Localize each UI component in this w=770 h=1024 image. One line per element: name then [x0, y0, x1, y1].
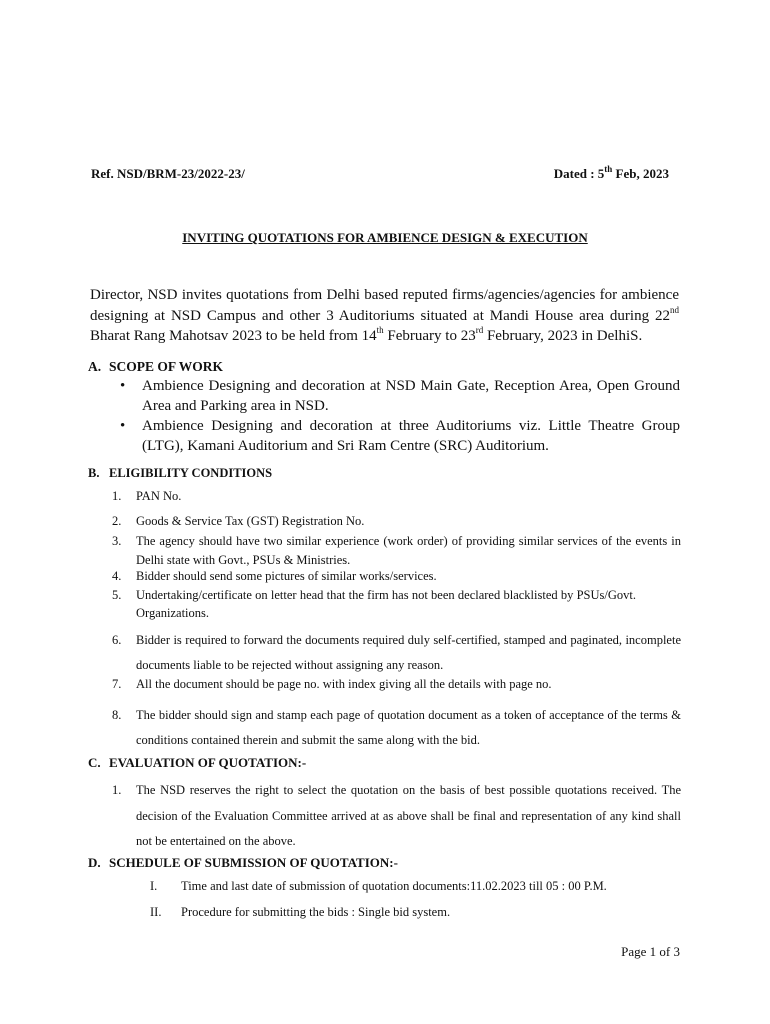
reference-number: Ref. NSD/BRM-23/2022-23/ [91, 166, 245, 181]
page-number: Page 1 of 3 [621, 944, 680, 959]
list-item: 7. All the document should be page no. with index giving all the details with page no. [112, 677, 552, 691]
list-item: 6. Bidder is required to forward the documents required duly self-certified, stamped and paginated, incomplete documents liable to be rejected without assigning any reason. [112, 633, 681, 672]
list-item: • Ambience Designing and decoration at three Auditoriums viz. Little Theatre Group (LTG), Kamani Auditorium and Sri Ram Centre (SRC) Auditorium. [120, 418, 680, 454]
document-date: Dated : 5th Feb, 2023 [553, 163, 669, 181]
document-title: INVITING QUOTATIONS FOR AMBIENCE DESIGN & EXECUTION [182, 230, 588, 245]
bullet-icon: • [120, 418, 126, 434]
list-item: 1. PAN No. [112, 489, 182, 503]
list-item: II. Procedure for submitting the bids : Single bid system. [150, 905, 451, 919]
section-b-heading: B. ELIGIBILITY CONDITIONS [88, 466, 273, 480]
bullet-icon: • [120, 378, 126, 394]
scope-list [118, 377, 680, 457]
list-item: 1. The NSD reserves the right to select the quotation on the basis of best possible quotations received. The decision of the Evaluation Committee arrived at as above shall be final and representation of any kind shall not be entertained on the above. [112, 783, 681, 848]
list-item: 5. Undertaking/certificate on letter head that the firm has not been declared blacklisted by PSUs/Govt. Organizations. [112, 588, 652, 620]
section-c-heading: C. EVALUATION OF QUOTATION:- [88, 755, 307, 770]
intro-paragraph: Director, NSD invites quotations from Delhi based reputed firms/agencies/agencies for ambience designing at NSD Campus and other 3 Auditoriums situated at Mandi House area during 22nd Bharat Rang Mahotsav 2023 to be held from 14th February to 23rd February, 2023 in DelhiS. [90, 287, 679, 344]
list-item: 2. Goods & Service Tax (GST) Registration No. [112, 514, 365, 528]
list-item: • Ambience Designing and decoration at NSD Main Gate, Reception Area, Open Ground Area and Parking area in NSD. [120, 378, 680, 414]
list-item: 4. Bidder should send some pictures of similar works/services. [112, 569, 437, 583]
section-a-heading: A. SCOPE OF WORK [88, 359, 224, 374]
list-item: 3. The agency should have two similar experience (work order) of providing similar services of the events in Delhi state with Govt., PSUs & Ministries. [112, 534, 681, 567]
section-d-heading: D. SCHEDULE OF SUBMISSION OF QUOTATION:- [88, 855, 398, 870]
list-item: 8. The bidder should sign and stamp each page of quotation document as a token of acceptance of the terms & conditions contained therein and submit the same along with the bid. [112, 708, 681, 747]
list-item: I. Time and last date of submission of quotation documents:11.02.2023 till 05 : 00 P.M. [150, 879, 607, 893]
